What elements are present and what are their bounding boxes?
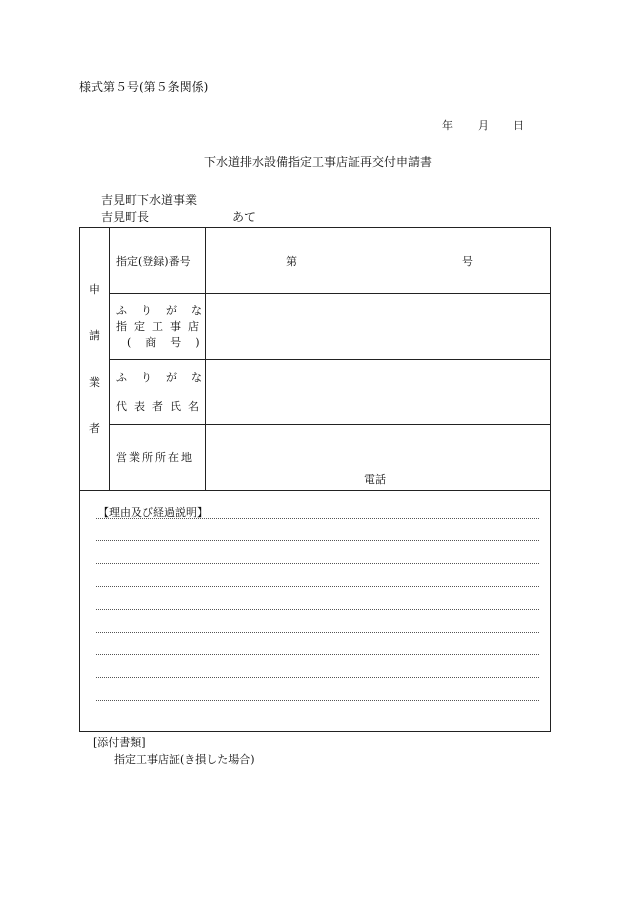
applicant-char-4: 者 xyxy=(89,422,100,435)
applicant-char-2: 請 xyxy=(89,329,100,342)
designation-number-label: 指定(登録)番号 xyxy=(116,255,191,268)
phone-label: 電話 xyxy=(364,473,386,486)
reason-line xyxy=(96,518,539,519)
reason-line xyxy=(96,540,539,541)
reason-line xyxy=(96,700,539,701)
date-month: 月 xyxy=(478,119,489,132)
rep-furigana: ふりがな xyxy=(116,371,216,384)
reason-line xyxy=(96,677,539,678)
reason-line xyxy=(96,586,539,587)
reason-heading: 【理由及び経過説明】 xyxy=(98,506,208,519)
date-day: 日 xyxy=(513,119,524,132)
reason-line xyxy=(96,563,539,564)
attachments-heading: [添付書類] xyxy=(93,736,146,749)
applicant-char-1: 申 xyxy=(89,283,100,296)
store-trade-name: (商号) xyxy=(127,336,214,349)
reason-line xyxy=(96,632,539,633)
addressee-name: 吉見町長 xyxy=(101,210,150,224)
reason-line xyxy=(96,654,539,655)
attachments-item: 指定工事店証(き損した場合) xyxy=(114,753,255,766)
date-year: 年 xyxy=(442,119,453,132)
store-furigana: ふりがな xyxy=(116,304,216,317)
application-table xyxy=(79,227,551,732)
designation-prefix: 第 xyxy=(286,255,297,268)
addressee-org: 吉見町下水道事業 xyxy=(101,193,198,207)
row-divider-1 xyxy=(109,293,550,294)
reason-line xyxy=(96,609,539,610)
document-title: 下水道排水設備指定工事店証再交付申請書 xyxy=(204,155,433,169)
addressee-honorific: あて xyxy=(232,210,257,224)
form-number: 様式第５号(第５条関係) xyxy=(79,80,209,94)
store-label: 指定工事店 xyxy=(116,320,206,333)
row-divider-2 xyxy=(109,359,550,360)
designation-suffix: 号 xyxy=(462,255,473,268)
office-address-label: 営業所所在地 xyxy=(116,451,194,464)
applicant-char-3: 業 xyxy=(89,376,100,389)
row-divider-4 xyxy=(80,490,550,491)
row-divider-3 xyxy=(109,424,550,425)
rep-name-label: 代表者氏名 xyxy=(116,400,206,413)
